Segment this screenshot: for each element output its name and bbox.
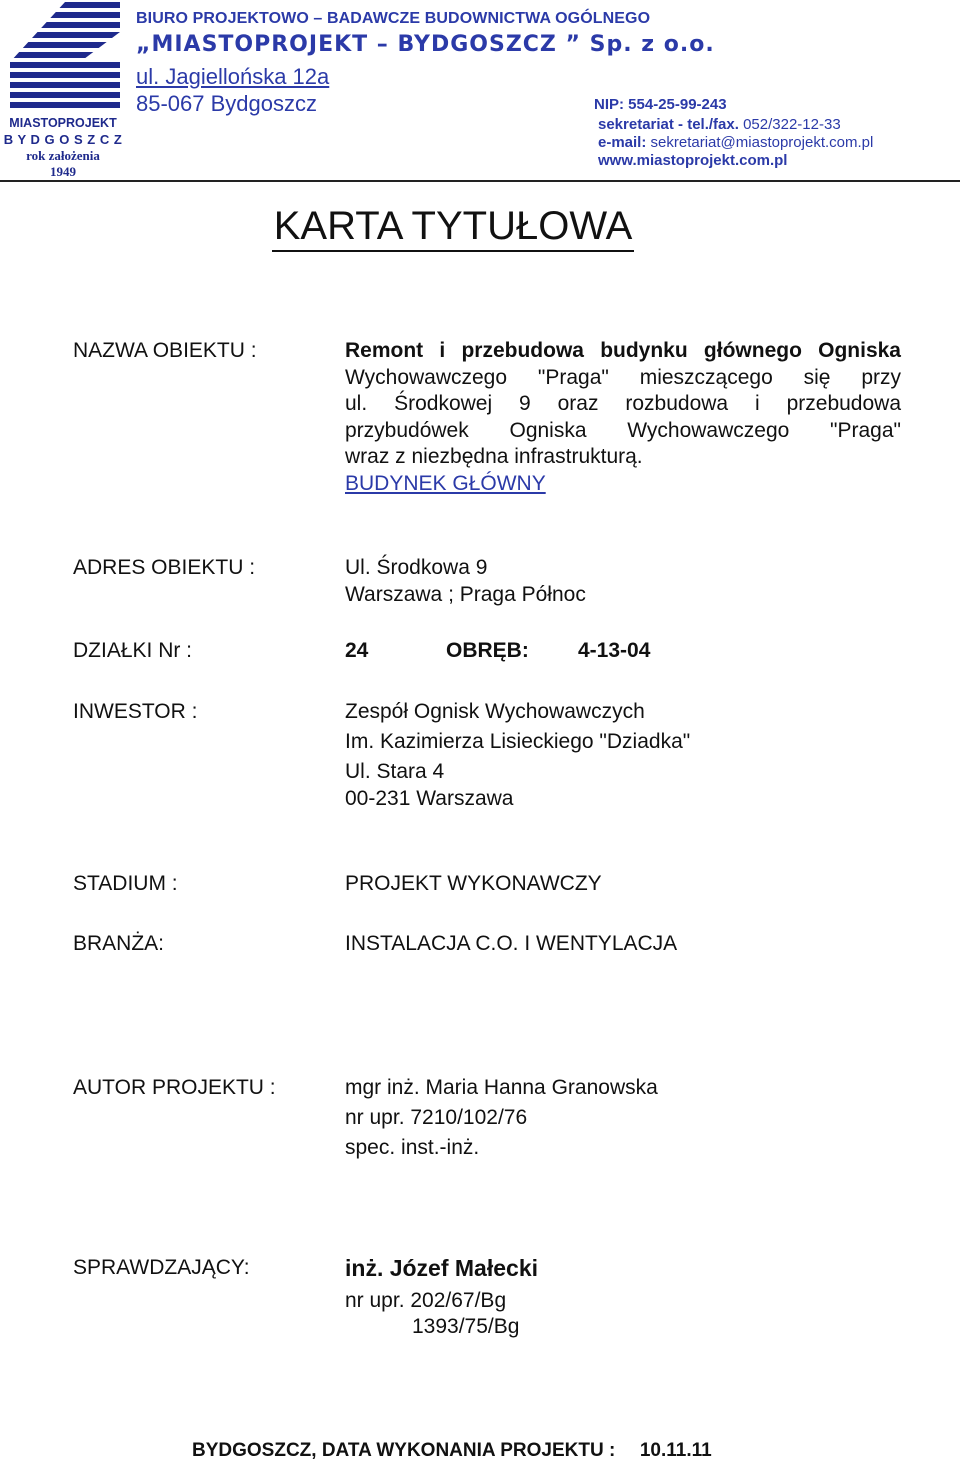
firm-email <box>598 134 873 151</box>
investor-line1: Zespół Ognisk Wychowawczych <box>345 700 645 723</box>
logo-emblem-icon <box>10 2 120 114</box>
precinct-value: 4-13-04 <box>578 639 651 662</box>
investor-label: INWESTOR : <box>73 700 198 723</box>
plots-label: DZIAŁKI Nr : <box>73 639 193 662</box>
author-label: AUTOR PROJEKTU : <box>73 1076 276 1099</box>
footer-date: 10.11.11 <box>639 1440 712 1461</box>
firm-phone <box>598 116 841 133</box>
checker-label: SPRAWDZAJĄCY: <box>73 1256 250 1279</box>
logo-name: MIASTOPROJEKT <box>9 116 117 130</box>
investor-line2: Im. Kazimierza Lisieckiego "Dziadka" <box>345 730 691 753</box>
firm-name-line1: BIURO PROJEKTOWO – BADAWCZE BUDOWNICTWA OGÓLNEGO <box>136 10 651 27</box>
precinct-label: OBRĘB: <box>446 639 529 662</box>
object-line-4: przybudówek Ogniska Wychowawczego "Praga" <box>345 418 901 442</box>
email-value[interactable]: sekretariat@miastoprojekt.com.pl <box>650 134 874 151</box>
investor-line4: 00-231 Warszawa <box>345 787 514 810</box>
title-underline <box>272 250 634 252</box>
firm-website[interactable]: www.miastoprojekt.com.pl <box>598 152 788 169</box>
checker-line2: nr upr. 202/67/Bg <box>345 1289 507 1312</box>
object-line-1: Remont i przebudowa budynku głównego Ogniska <box>345 339 901 362</box>
checker-line3: 1393/75/Bg <box>412 1315 520 1338</box>
firm-postal: 85-067 Bydgoszcz <box>136 91 317 116</box>
logo-founded-label: rok założenia <box>26 148 100 163</box>
branch-label: BRANŻA: <box>73 932 165 955</box>
logo-founded-year: 1949 <box>50 164 76 179</box>
author-line3: spec. inst.-inż. <box>345 1136 480 1159</box>
object-name-label: NAZWA OBIEKTU : <box>73 339 257 362</box>
footer-date-line <box>192 1440 712 1462</box>
footer-label: BYDGOSZCZ, DATA WYKONANIA PROJEKTU : <box>192 1440 616 1461</box>
firm-name-line2: „MIASTOPROJEKT – BYDGOSZCZ ” Sp. z o.o. <box>136 32 715 57</box>
object-line-2: Wychowawczego "Praga" mieszczącego się przy <box>345 365 901 389</box>
branch-value: INSTALACJA C.O. I WENTYLACJA <box>345 932 678 955</box>
company-logo <box>2 2 122 180</box>
email-label: e-mail: <box>598 134 647 151</box>
address-label: ADRES OBIEKTU : <box>73 556 256 579</box>
page-title: KARTA TYTUŁOWA <box>273 204 633 248</box>
stage-label: STADIUM : <box>73 872 178 895</box>
author-line1: mgr inż. Maria Hanna Granowska <box>345 1076 658 1099</box>
object-line-5: wraz z niezbędna infrastrukturą. <box>345 445 643 468</box>
logo-city: B Y D G O S Z C Z <box>3 132 123 147</box>
plots-value: 24 <box>345 639 369 662</box>
address-line2: Warszawa ; Praga Północ <box>345 583 586 606</box>
header-divider <box>0 180 960 182</box>
object-building: BUDYNEK GŁÓWNY <box>345 471 546 495</box>
phone-value: 052/322-12-33 <box>743 116 841 133</box>
firm-street: ul. Jagiellońska 12a <box>136 64 330 89</box>
phone-label: sekretariat - tel./fax. <box>598 116 739 133</box>
object-name-value <box>345 338 901 497</box>
author-line2: nr upr. 7210/102/76 <box>345 1106 528 1129</box>
object-line-3: ul. Środkowej 9 oraz rozbudowa i przebudowa <box>345 392 901 415</box>
address-line1: Ul. Środkowa 9 <box>345 556 488 579</box>
checker-line1: inż. Józef Małecki <box>345 1255 539 1281</box>
firm-nip: NIP: 554-25-99-243 <box>594 96 727 113</box>
investor-line3: Ul. Stara 4 <box>345 760 445 783</box>
stage-value: PROJEKT WYKONAWCZY <box>345 872 602 895</box>
